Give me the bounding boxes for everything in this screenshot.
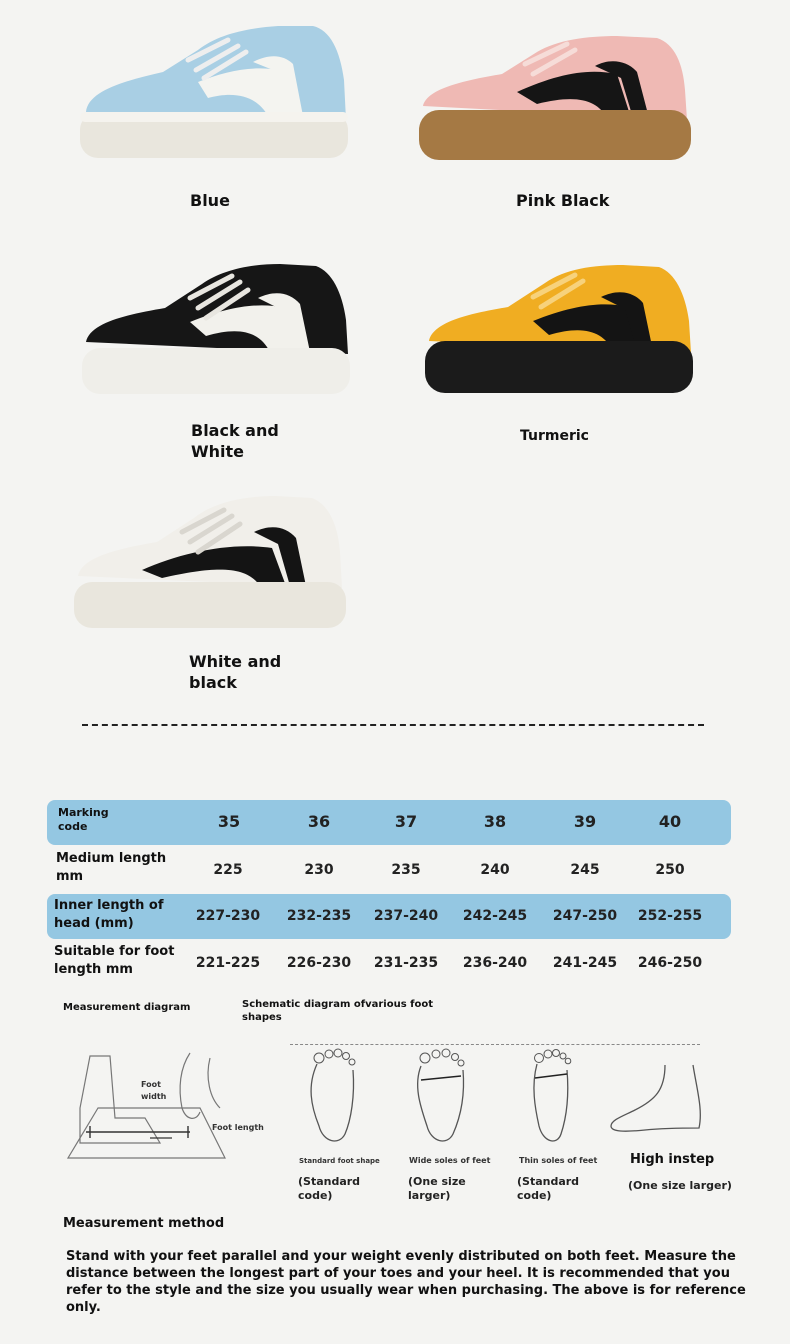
size-cell: 221-225 (195, 955, 261, 971)
size-cell: 235 (391, 862, 421, 878)
size-row-medium-length (47, 848, 731, 890)
section-divider (82, 724, 704, 726)
foot-shape-note: (One size larger) (628, 1179, 732, 1192)
size-cell: 240 (480, 862, 510, 878)
foot-shape-caption: Wide soles of feet (409, 1156, 491, 1165)
size-row-label: Medium length mm (56, 851, 167, 884)
size-row-label: Suitable for foot length mm (54, 944, 175, 977)
measurement-method-text: Stand with your feet parallel and your weight evenly distributed on both feet. Measure the distance between the longest part of your toes and your heel. It is recommended that you refer to the style and the size you usually wear when purchasing. The above is for reference only. (66, 1249, 746, 1315)
shoe-turmeric-image (423, 263, 695, 397)
standard-foot-icon (305, 1046, 361, 1150)
size-cell: 245 (570, 862, 600, 878)
size-cell: 246-250 (637, 955, 703, 971)
foot-shape-note: (Standard code) (298, 1175, 361, 1202)
size-cell: 226-230 (286, 955, 352, 971)
measurement-method-title: Measurement method (63, 1216, 225, 1231)
shoe-pink-black-image (417, 34, 693, 164)
size-cell: 36 (307, 812, 331, 831)
foot-shape-note: (Standard code) (517, 1175, 580, 1202)
size-cell: 39 (573, 812, 597, 831)
size-header-row (47, 800, 731, 845)
size-cell: 252-255 (637, 908, 703, 924)
shoe-white-black-image (72, 492, 348, 632)
foot-shape-note: (One size larger) (408, 1175, 466, 1202)
size-cell: 38 (483, 812, 507, 831)
size-cell: 227-230 (195, 908, 261, 924)
size-cell: 37 (394, 812, 418, 831)
foot-length-label: Foot length (212, 1123, 264, 1132)
color-label-black-white: Black and White (191, 421, 279, 461)
foot-shape-caption: Standard foot shape (299, 1157, 380, 1165)
size-cell: 225 (213, 862, 243, 878)
color-label-pink-black: Pink Black (516, 191, 610, 210)
foot-shapes-title: Schematic diagram ofvarious foot shapes (242, 999, 434, 1023)
size-cell: 241-245 (552, 955, 618, 971)
size-cell: 236-240 (462, 955, 528, 971)
size-row-label: Inner length of head (mm) (54, 898, 164, 931)
size-cell: 232-235 (286, 908, 352, 924)
size-cell: 247-250 (552, 908, 618, 924)
size-cell: 40 (658, 812, 682, 831)
size-cell: 35 (217, 812, 241, 831)
shoe-black-white-image (80, 262, 352, 398)
size-cell: 230 (304, 862, 334, 878)
size-header-label: Marking code (58, 806, 109, 833)
foot-shapes-divider (290, 1044, 700, 1045)
size-cell: 237-240 (373, 908, 439, 924)
size-cell: 242-245 (462, 908, 528, 924)
color-label-white-black: White and black (189, 652, 282, 692)
measurement-diagram-illustration (60, 1048, 230, 1163)
color-label-turmeric: Turmeric (520, 428, 589, 444)
size-row-foot-length (47, 940, 731, 984)
high-instep-icon (605, 1060, 705, 1140)
measurement-diagram-title: Measurement diagram (63, 1002, 191, 1013)
foot-width-label: Foot width (141, 1080, 167, 1101)
size-cell: 231-235 (373, 955, 439, 971)
size-cell: 250 (655, 862, 685, 878)
wide-foot-icon (413, 1046, 469, 1150)
color-label-blue: Blue (190, 191, 230, 210)
foot-shape-caption: Thin soles of feet (519, 1156, 598, 1165)
shoe-blue-image (78, 20, 350, 165)
size-row-inner-length (47, 894, 731, 939)
foot-shape-caption: High instep (630, 1152, 715, 1167)
thin-foot-icon (523, 1046, 579, 1150)
